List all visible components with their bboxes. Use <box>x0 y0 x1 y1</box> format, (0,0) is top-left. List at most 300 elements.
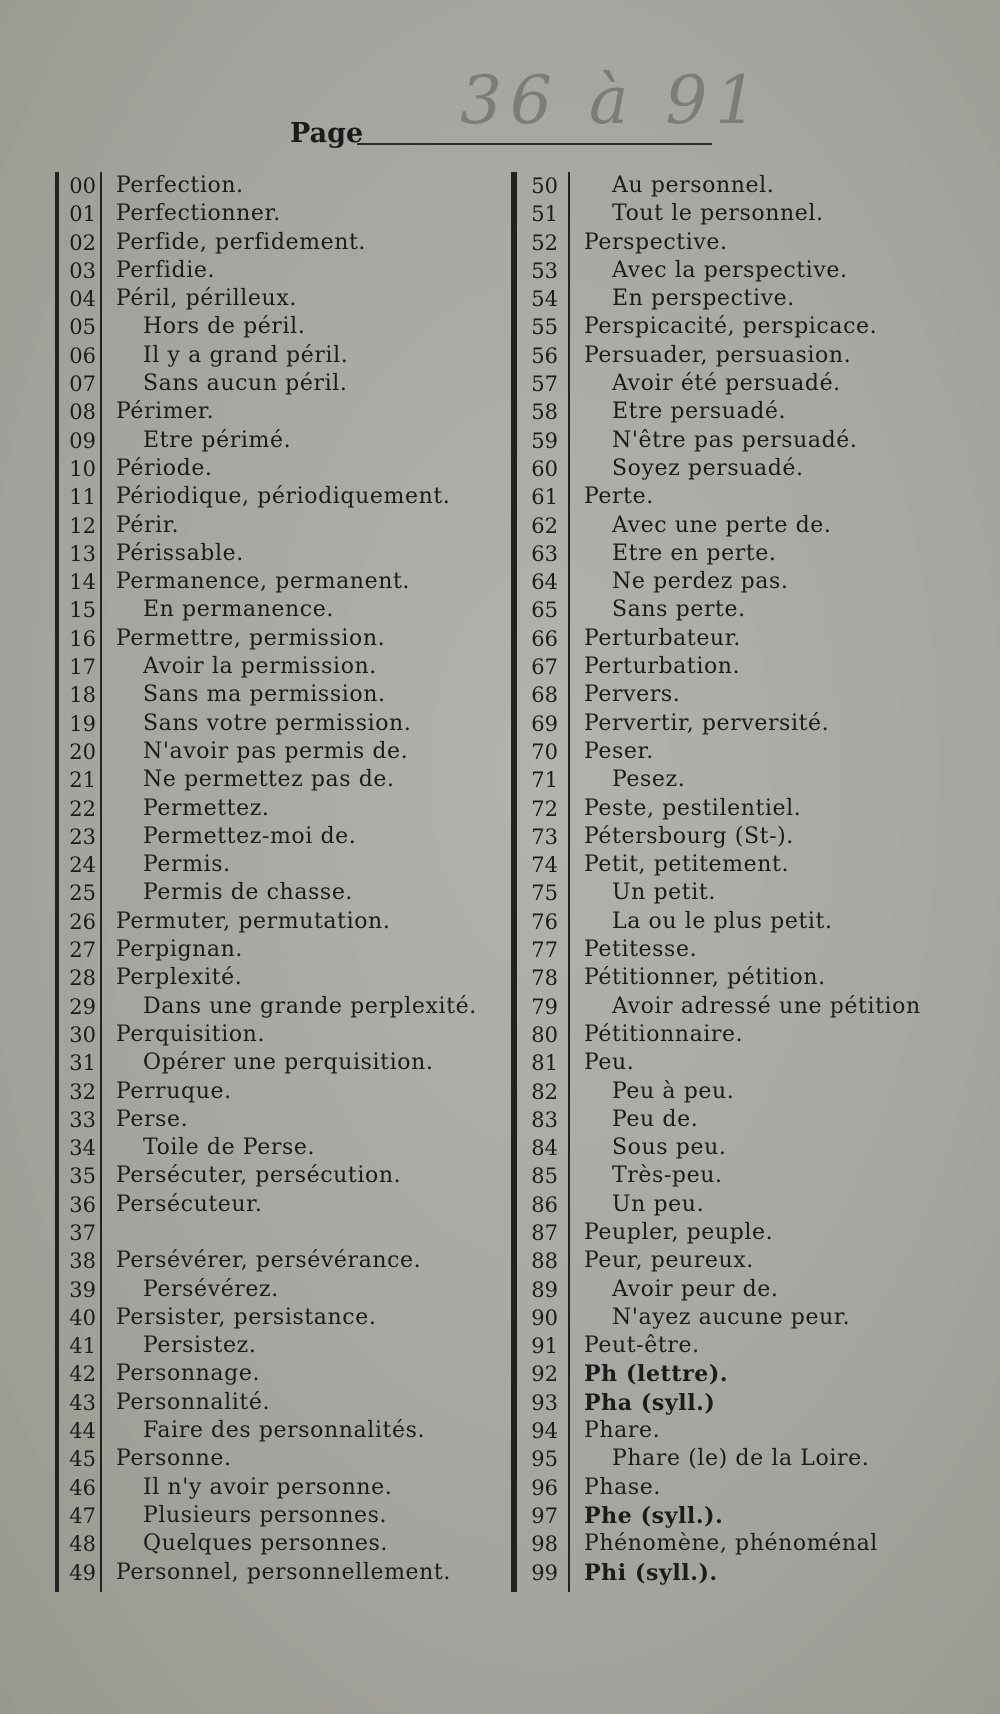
entry-number: 22 <box>69 796 96 821</box>
entry-number: 10 <box>69 456 96 481</box>
entry-row <box>512 1021 952 1049</box>
entry-text: Personnalité. <box>116 1389 271 1415</box>
entry-row <box>48 512 518 540</box>
entry-row <box>48 455 518 483</box>
entry-text: Perspicacité, perspicace. <box>584 314 878 340</box>
entry-row <box>512 1219 952 1247</box>
entry-row <box>48 540 518 568</box>
entry-row <box>48 427 518 455</box>
entry-row <box>512 1445 952 1473</box>
entry-text: Plusieurs personnes. <box>143 1502 388 1528</box>
entry-number: 26 <box>69 909 96 934</box>
entry-number: 98 <box>531 1532 558 1557</box>
entry-number: 49 <box>69 1560 96 1585</box>
entry-text: Ne perdez pas. <box>612 569 789 595</box>
entry-text: Sous peu. <box>612 1135 727 1161</box>
entry-text: Un petit. <box>612 880 716 906</box>
entry-text: Soyez persuadé. <box>612 455 804 481</box>
entry-row <box>512 681 952 709</box>
entry-text: Etre périmé. <box>143 427 292 453</box>
entry-number: 20 <box>69 739 96 764</box>
entry-text: Petitesse. <box>584 937 698 963</box>
entry-row <box>48 172 518 200</box>
entry-text: Sans ma permission. <box>143 682 386 708</box>
entry-row <box>48 1332 518 1360</box>
entry-row <box>512 540 952 568</box>
entry-number: 78 <box>531 966 558 991</box>
entry-row <box>48 342 518 370</box>
entry-number: 68 <box>531 683 558 708</box>
entry-row <box>48 625 518 653</box>
entry-row <box>48 936 518 964</box>
entry-text: Ph (lettre). <box>584 1361 729 1388</box>
entry-text: Perse. <box>116 1106 189 1132</box>
entry-number: 08 <box>69 400 96 425</box>
entry-row <box>48 1078 518 1106</box>
entry-text: Phare (le) de la Loire. <box>612 1446 870 1472</box>
entry-row <box>48 1360 518 1388</box>
entry-row <box>512 908 952 936</box>
entry-row <box>512 483 952 511</box>
entry-text: Perturbation. <box>584 654 741 680</box>
entry-number: 48 <box>69 1532 96 1557</box>
entry-row <box>512 823 952 851</box>
entry-number: 13 <box>69 541 96 566</box>
entry-text: Quelques personnes. <box>143 1531 389 1557</box>
entry-text: Pervertir, perversité. <box>584 710 830 736</box>
entry-row <box>48 1049 518 1077</box>
left-entry-column <box>48 172 518 1587</box>
entry-number: 41 <box>69 1334 96 1359</box>
page-label: Page <box>290 118 364 149</box>
entry-number: 35 <box>69 1164 96 1189</box>
entry-row <box>512 370 952 398</box>
entry-row <box>48 483 518 511</box>
entry-text: Pétitionner, pétition. <box>584 965 826 991</box>
entry-number: 53 <box>531 258 558 283</box>
entry-number: 70 <box>531 739 558 764</box>
entry-text: Peur, peureux. <box>584 1248 754 1274</box>
entry-number: 75 <box>531 881 558 906</box>
entry-text: Avoir adressé une pétition <box>612 993 921 1019</box>
entry-text: Toile de Perse. <box>143 1135 316 1161</box>
entry-text: Tout le personnel. <box>612 201 824 227</box>
handwritten-annotation: 36 à 91 <box>460 62 766 139</box>
entry-number: 95 <box>531 1447 558 1472</box>
entry-text: Perplexité. <box>116 965 243 991</box>
entry-row <box>512 1304 952 1332</box>
entry-number: 57 <box>531 372 558 397</box>
entry-row <box>48 1502 518 1530</box>
entry-number: 37 <box>69 1220 96 1245</box>
entry-row <box>512 200 952 228</box>
entry-number: 06 <box>69 343 96 368</box>
entry-text: Pétersbourg (St-). <box>584 823 794 849</box>
entry-row <box>512 1474 952 1502</box>
entry-number: 90 <box>531 1305 558 1330</box>
entry-number: 31 <box>69 1051 96 1076</box>
entry-number: 85 <box>531 1164 558 1189</box>
entry-row <box>48 993 518 1021</box>
entry-text: Péril, périlleux. <box>116 286 297 312</box>
entry-number: 84 <box>531 1136 558 1161</box>
entry-number: 04 <box>69 287 96 312</box>
entry-text: Persécuteur. <box>116 1191 263 1217</box>
entry-text: Avec une perte de. <box>612 512 832 538</box>
entry-row <box>512 398 952 426</box>
entry-row <box>512 1134 952 1162</box>
entry-row <box>48 596 518 624</box>
entry-text: N'avoir pas permis de. <box>143 738 409 764</box>
entry-number: 17 <box>69 655 96 680</box>
entry-text: Perruque. <box>116 1078 232 1104</box>
entry-row <box>512 936 952 964</box>
entry-row <box>512 1389 952 1417</box>
entry-text: Dans une grande perplexité. <box>143 993 477 1019</box>
entry-text: Périodique, périodiquement. <box>116 484 451 510</box>
entry-row <box>512 229 952 257</box>
entry-row <box>48 1530 518 1558</box>
entry-number: 21 <box>69 768 96 793</box>
entry-row <box>48 823 518 851</box>
entry-row <box>512 1078 952 1106</box>
entry-number: 44 <box>69 1419 96 1444</box>
entry-text: Pétitionnaire. <box>584 1021 744 1047</box>
entry-text: Phe (syll.). <box>584 1502 724 1529</box>
entry-number: 25 <box>69 881 96 906</box>
entry-row <box>512 1162 952 1190</box>
entry-text: Perfidie. <box>116 257 216 283</box>
entry-text: Périmer. <box>116 399 215 425</box>
entry-text: Peste, pestilentiel. <box>584 795 802 821</box>
entry-text: Permanence, permanent. <box>116 569 411 595</box>
right-entry-column <box>512 172 952 1587</box>
entry-number: 16 <box>69 626 96 651</box>
entry-number: 65 <box>531 598 558 623</box>
entry-text: N'ayez aucune peur. <box>612 1304 851 1330</box>
entry-text: Persistez. <box>143 1333 257 1359</box>
entry-number: 11 <box>69 485 96 510</box>
entry-text: Permettre, permission. <box>116 625 386 651</box>
entry-text: Hors de péril. <box>143 314 306 340</box>
entry-row <box>512 710 952 738</box>
entry-number: 33 <box>69 1107 96 1132</box>
entry-text: Peut-être. <box>584 1333 700 1359</box>
entry-row <box>512 1502 952 1530</box>
entry-text: En permanence. <box>143 597 334 623</box>
entry-row <box>512 964 952 992</box>
entry-text: Etre en perte. <box>612 540 777 566</box>
entry-number: 46 <box>69 1475 96 1500</box>
entry-row <box>48 964 518 992</box>
entry-text: Perfectionner. <box>116 201 281 227</box>
entry-number: 09 <box>69 428 96 453</box>
entry-number: 77 <box>531 938 558 963</box>
entry-number: 97 <box>531 1503 558 1528</box>
entry-row <box>48 851 518 879</box>
entry-text: Peu de. <box>612 1106 699 1132</box>
entry-row <box>512 342 952 370</box>
entry-row <box>512 625 952 653</box>
entry-number: 00 <box>69 174 96 198</box>
entry-text: Persécuter, persécution. <box>116 1163 402 1189</box>
entry-number: 92 <box>531 1362 558 1387</box>
entry-number: 52 <box>531 230 558 255</box>
entry-number: 94 <box>531 1419 558 1444</box>
entry-number: 66 <box>531 626 558 651</box>
entry-row <box>512 1247 952 1275</box>
entry-text: Phare. <box>584 1418 661 1444</box>
entry-row <box>48 1304 518 1332</box>
entry-text: Petit, petitement. <box>584 852 790 878</box>
entry-text: Personnel, personnellement. <box>116 1559 451 1585</box>
entry-text: Personne. <box>116 1446 232 1472</box>
entry-number: 93 <box>531 1390 558 1415</box>
entry-text: Etre persuadé. <box>612 399 787 425</box>
entry-row <box>48 398 518 426</box>
entry-number: 81 <box>531 1051 558 1076</box>
entry-number: 15 <box>69 598 96 623</box>
entry-row <box>512 313 952 341</box>
entry-text: Faire des personnalités. <box>143 1418 426 1444</box>
entry-row <box>48 908 518 936</box>
entry-text: Peser. <box>584 738 654 764</box>
entry-row <box>512 738 952 766</box>
entry-text: Perturbateur. <box>584 625 741 651</box>
entry-text: Sans votre permission. <box>143 710 412 736</box>
entry-text: Avoir peur de. <box>612 1276 779 1302</box>
entry-text: Peupler, peuple. <box>584 1219 774 1245</box>
entry-number: 79 <box>531 994 558 1019</box>
entry-number: 03 <box>69 258 96 283</box>
entry-text: Phénomène, phénoménal <box>584 1531 878 1557</box>
entry-text: Permis. <box>143 852 231 878</box>
entry-number: 55 <box>531 315 558 340</box>
entry-number: 82 <box>531 1079 558 1104</box>
entry-number: 47 <box>69 1503 96 1528</box>
entry-text: Peu. <box>584 1050 635 1076</box>
entry-row <box>512 653 952 681</box>
entry-number: 27 <box>69 938 96 963</box>
entry-text: Avoir été persuadé. <box>612 371 841 397</box>
entry-row <box>48 879 518 907</box>
entry-text: Périr. <box>116 512 180 538</box>
entry-text: Perquisition. <box>116 1021 266 1047</box>
entry-text: Au personnel. <box>612 173 775 198</box>
entry-number: 32 <box>69 1079 96 1104</box>
entry-text: Permis de chasse. <box>143 880 354 906</box>
entry-row <box>512 568 952 596</box>
entry-text: Perfection. <box>116 173 244 198</box>
entry-number: 96 <box>531 1475 558 1500</box>
entry-number: 38 <box>69 1249 96 1274</box>
entry-row <box>48 710 518 738</box>
entry-row <box>48 1417 518 1445</box>
entry-text: Très-peu. <box>612 1163 723 1189</box>
entry-text: Perpignan. <box>116 937 243 963</box>
entry-row <box>512 257 952 285</box>
entry-number: 24 <box>69 853 96 878</box>
entry-number: 28 <box>69 966 96 991</box>
entry-number: 89 <box>531 1277 558 1302</box>
entry-number: 58 <box>531 400 558 425</box>
entry-row <box>48 313 518 341</box>
entry-text: N'être pas persuadé. <box>612 427 858 453</box>
entry-row <box>48 1445 518 1473</box>
entry-row <box>512 1049 952 1077</box>
entry-row <box>48 1276 518 1304</box>
entry-text: Sans perte. <box>612 597 746 623</box>
entry-row <box>48 1191 518 1219</box>
entry-row <box>48 795 518 823</box>
entry-number: 67 <box>531 655 558 680</box>
entry-row <box>48 681 518 709</box>
entry-row <box>48 738 518 766</box>
entry-number: 07 <box>69 372 96 397</box>
entry-number: 71 <box>531 768 558 793</box>
entry-number: 59 <box>531 428 558 453</box>
entry-number: 74 <box>531 853 558 878</box>
entry-text: Phase. <box>584 1474 661 1500</box>
entry-text: Un peu. <box>612 1191 705 1217</box>
entry-text: Persister, persistance. <box>116 1304 377 1330</box>
entry-row <box>512 766 952 794</box>
entry-number: 23 <box>69 824 96 849</box>
entry-number: 76 <box>531 909 558 934</box>
entry-row <box>512 795 952 823</box>
entry-row <box>48 257 518 285</box>
entry-number: 30 <box>69 1022 96 1047</box>
entry-row <box>512 1559 952 1587</box>
entry-text: Pha (syll.) <box>584 1389 716 1416</box>
entry-text: Permettez-moi de. <box>143 823 357 849</box>
entry-text: Perspective. <box>584 229 728 255</box>
entry-number: 36 <box>69 1192 96 1217</box>
entry-row <box>512 455 952 483</box>
entry-number: 54 <box>531 287 558 312</box>
entry-text: Ne permettez pas de. <box>143 767 395 793</box>
entry-number: 18 <box>69 683 96 708</box>
entry-number: 19 <box>69 711 96 736</box>
entry-row <box>48 1474 518 1502</box>
entry-number: 87 <box>531 1220 558 1245</box>
entry-row <box>48 370 518 398</box>
entry-number: 88 <box>531 1249 558 1274</box>
entry-text: Périssable. <box>116 540 244 566</box>
entry-text: Persuader, persuasion. <box>584 342 852 368</box>
entry-number: 63 <box>531 541 558 566</box>
entry-number: 61 <box>531 485 558 510</box>
entry-row <box>48 285 518 313</box>
entry-text: Pesez. <box>612 767 686 793</box>
entry-text: Avoir la permission. <box>143 654 377 680</box>
entry-number: 42 <box>69 1362 96 1387</box>
entry-text: Sans aucun péril. <box>143 371 348 397</box>
entry-row <box>48 653 518 681</box>
entry-number: 14 <box>69 570 96 595</box>
entry-row <box>512 427 952 455</box>
entry-number: 80 <box>531 1022 558 1047</box>
entry-number: 12 <box>69 513 96 538</box>
entry-row <box>512 1191 952 1219</box>
entry-number: 64 <box>531 570 558 595</box>
entry-number: 86 <box>531 1192 558 1217</box>
entry-number: 01 <box>69 202 96 227</box>
entry-row <box>512 285 952 313</box>
entry-row <box>512 993 952 1021</box>
entry-row <box>512 1417 952 1445</box>
entry-text: Persévérer, persévérance. <box>116 1248 422 1274</box>
entry-number: 99 <box>531 1560 558 1585</box>
entry-text: Période. <box>116 455 213 481</box>
entry-text: Phi (syll.). <box>584 1559 718 1586</box>
entry-text: Perte. <box>584 484 654 510</box>
entry-number: 60 <box>531 456 558 481</box>
entry-row <box>48 766 518 794</box>
entry-row <box>512 879 952 907</box>
entry-number: 45 <box>69 1447 96 1472</box>
entry-text: Avec la perspective. <box>612 257 848 283</box>
entry-row <box>48 229 518 257</box>
entry-number: 83 <box>531 1107 558 1132</box>
entry-number: 73 <box>531 824 558 849</box>
entry-text: En perspective. <box>612 286 795 312</box>
entry-text: Opérer une perquisition. <box>143 1050 434 1076</box>
entry-text: Permuter, permutation. <box>116 908 391 934</box>
entry-number: 69 <box>531 711 558 736</box>
page-number-blank-line <box>357 143 712 145</box>
entry-text: La ou le plus petit. <box>612 908 833 934</box>
entry-text: Persévérez. <box>143 1276 279 1302</box>
entry-row <box>48 1389 518 1417</box>
entry-text: Il y a grand péril. <box>143 342 349 368</box>
entry-row <box>512 172 952 200</box>
entry-number: 29 <box>69 994 96 1019</box>
entry-row <box>512 512 952 540</box>
entry-row <box>512 596 952 624</box>
entry-row <box>512 1360 952 1388</box>
entry-row <box>48 1219 518 1247</box>
entry-row <box>512 1332 952 1360</box>
entry-text: Personnage. <box>116 1361 261 1387</box>
entry-number: 43 <box>69 1390 96 1415</box>
entry-row <box>48 1559 518 1587</box>
entry-row <box>48 1247 518 1275</box>
entry-number: 02 <box>69 230 96 255</box>
entry-number: 62 <box>531 513 558 538</box>
entry-row <box>48 1106 518 1134</box>
entry-row <box>512 1530 952 1558</box>
entry-row <box>48 1162 518 1190</box>
entry-row <box>512 1276 952 1304</box>
entry-row <box>48 1021 518 1049</box>
entry-text: Pervers. <box>584 682 681 708</box>
entry-row <box>48 568 518 596</box>
entry-number: 72 <box>531 796 558 821</box>
entry-number: 51 <box>531 202 558 227</box>
entry-number: 40 <box>69 1305 96 1330</box>
entry-row <box>512 1106 952 1134</box>
entry-number: 39 <box>69 1277 96 1302</box>
entry-row <box>512 851 952 879</box>
entry-number: 50 <box>531 174 558 198</box>
entry-text: Il n'y avoir personne. <box>143 1474 393 1500</box>
entry-text: Permettez. <box>143 795 270 821</box>
entry-number: 34 <box>69 1136 96 1161</box>
entry-text: Perfide, perfidement. <box>116 229 367 255</box>
entry-number: 05 <box>69 315 96 340</box>
entry-row <box>48 1134 518 1162</box>
